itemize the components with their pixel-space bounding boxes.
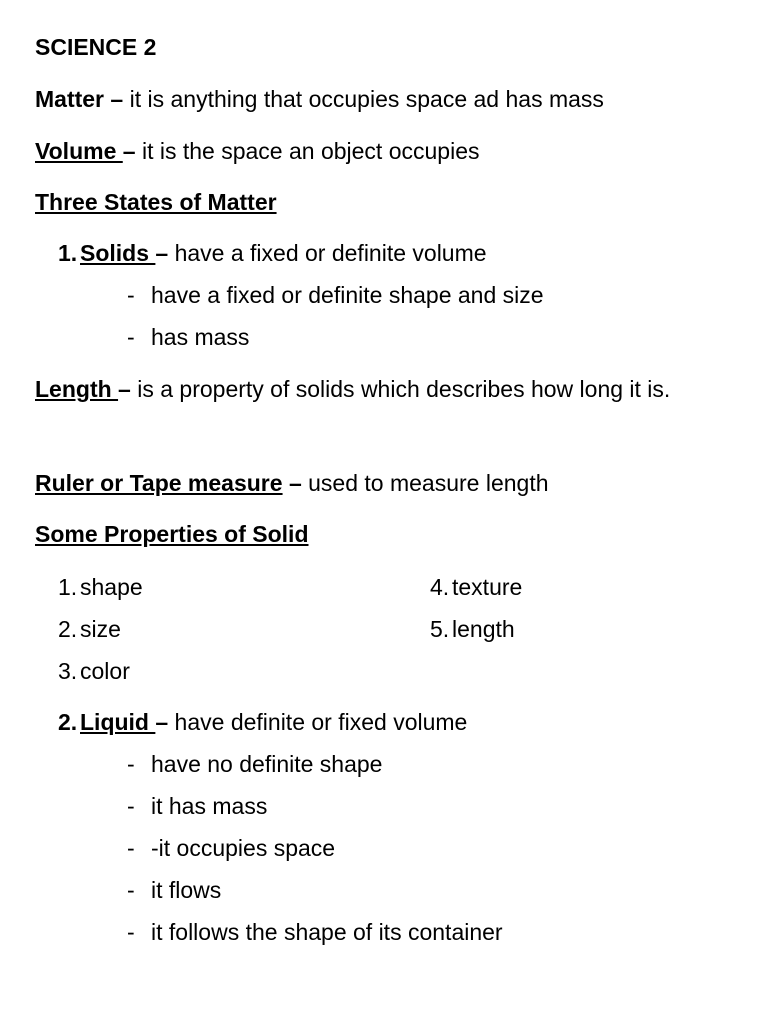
property-label: texture: [452, 574, 523, 600]
length-definition: [35, 368, 735, 410]
matter-text: it is anything that occupies space ad has mass: [123, 86, 604, 112]
list-item-text: have a fixed or definite shape and size: [151, 282, 544, 308]
solids-definition: [58, 239, 487, 267]
property-number: 5.: [430, 616, 450, 642]
list-item-text: it flows: [151, 877, 222, 903]
ruler-text: used to measure length: [301, 470, 549, 496]
solids-text: have a fixed or definite volume: [168, 240, 487, 266]
list-item-text: has mass: [151, 324, 250, 350]
liquid-definition: [58, 708, 467, 736]
property-number: 4.: [430, 574, 450, 600]
bullet-dash: -: [127, 324, 135, 350]
bullet-dash: -: [127, 835, 135, 861]
property-number: 3.: [58, 658, 78, 684]
volume-term: Volume: [35, 138, 123, 164]
document-title: SCIENCE 2: [35, 34, 157, 60]
property-item: [430, 573, 522, 601]
list-item: [127, 876, 221, 904]
length-term: Length: [35, 376, 119, 402]
property-item: [58, 573, 143, 601]
ruler-term: Ruler or Tape measure: [35, 470, 283, 496]
property-item: [58, 615, 121, 643]
liquid-dash: –: [155, 709, 169, 735]
liquid-text: have definite or fixed volume: [168, 709, 468, 735]
ruler-dash: –: [282, 470, 302, 496]
list-item: [127, 323, 249, 351]
property-label: shape: [80, 574, 143, 600]
matter-dash: –: [104, 86, 124, 112]
property-number: 1.: [58, 574, 78, 600]
matter-term: Matter: [35, 86, 105, 112]
property-item: [58, 657, 130, 685]
liquid-term: Liquid: [80, 709, 156, 735]
property-label: size: [80, 616, 121, 642]
states-heading: Three States of Matter: [35, 189, 277, 215]
length-dash: –: [118, 376, 131, 402]
volume-definition: [35, 137, 479, 165]
volume-dash: –: [122, 138, 136, 164]
list-item: [127, 750, 382, 778]
solids-number: 1.: [58, 240, 78, 266]
solids-dash: –: [155, 240, 169, 266]
list-item-text: it has mass: [151, 793, 268, 819]
bullet-dash: -: [127, 793, 135, 819]
properties-heading: Some Properties of Solid: [35, 521, 309, 547]
liquid-number: 2.: [58, 709, 78, 735]
matter-definition: [35, 85, 604, 113]
length-text: is a property of solids which describes how long it is.: [130, 376, 671, 402]
property-item: [430, 615, 515, 643]
list-item: [127, 792, 267, 820]
bullet-dash: -: [127, 919, 135, 945]
list-item-text: have no definite shape: [151, 751, 383, 777]
volume-text: it is the space an object occupies: [135, 138, 480, 164]
property-label: length: [452, 616, 515, 642]
list-item-text: -it occupies space: [151, 835, 336, 861]
list-item: [127, 918, 503, 946]
list-item: [127, 281, 544, 309]
property-label: color: [80, 658, 130, 684]
property-number: 2.: [58, 616, 78, 642]
bullet-dash: -: [127, 751, 135, 777]
list-item-text: it follows the shape of its container: [151, 919, 503, 945]
solids-term: Solids: [80, 240, 156, 266]
bullet-dash: -: [127, 877, 135, 903]
bullet-dash: -: [127, 282, 135, 308]
list-item: [127, 834, 335, 862]
ruler-definition: [35, 469, 549, 497]
